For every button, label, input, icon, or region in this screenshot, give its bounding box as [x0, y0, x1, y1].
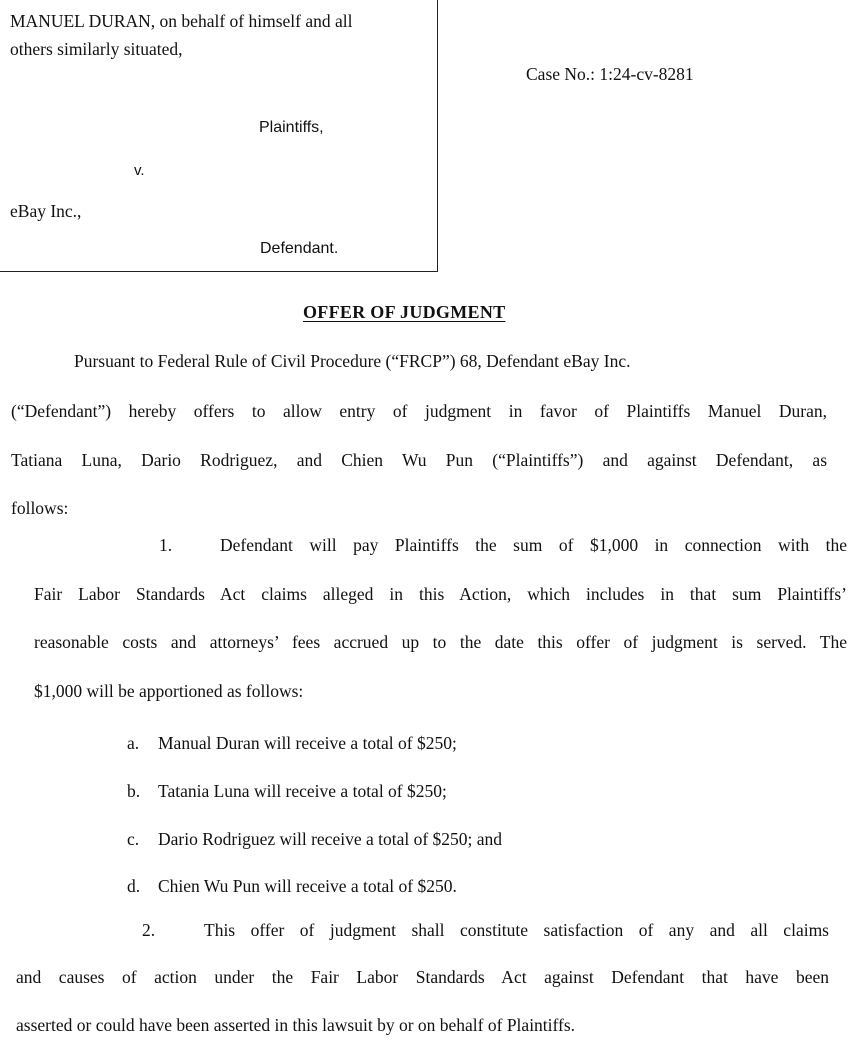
plaintiff-line-2: others similarly situated,	[10, 39, 183, 59]
apportion-item-d: Chien Wu Pun will receive a total of $250.	[158, 876, 457, 896]
para1-number: 1.	[159, 535, 173, 555]
intro-line-2: (“Defendant”) hereby offers to allow entry of judgment in favor of Plaintiffs Manuel Duran,	[11, 401, 827, 421]
intro-line-1	[74, 353, 827, 371]
apportion-letter-c: c.	[127, 829, 140, 849]
para2-line-2: and causes of action under the Fair Labor Standards Act against Defendant that have been	[16, 967, 829, 987]
para1-line-3: reasonable costs and attorneys’ fees accrued up to the date this offer of judgment is served. The	[34, 632, 847, 652]
apportion-letter-d: d.	[127, 876, 141, 896]
plaintiffs-label: Plaintiffs,	[259, 119, 324, 136]
plaintiff-line-1: MANUEL DURAN, on behalf of himself and all	[10, 11, 353, 31]
apportion-letter-a: a.	[127, 733, 140, 753]
intro-line-3: Tatiana Luna, Dario Rodriguez, and Chien Wu Pun (“Plaintiffs”) and against Defendant, as	[11, 450, 827, 470]
intro-line-1-text: Pursuant to Federal Rule of Civil Procedure (“FRCP”) 68, Defendant eBay Inc.	[74, 351, 631, 371]
intro-line-4: follows:	[11, 498, 69, 518]
para2-number: 2.	[142, 920, 156, 940]
para1-line-2: Fair Labor Standards Act claims alleged in this Action, which includes in that sum Plaintiffs’	[34, 584, 847, 604]
versus-label: v.	[134, 162, 145, 179]
para2-line-1: This offer of judgment shall constitute satisfaction of any and all claims	[204, 920, 829, 940]
apportion-item-a: Manual Duran will receive a total of $250;	[158, 733, 457, 753]
para2-line-3: asserted or could have been asserted in this lawsuit by or on behalf of Plaintiffs.	[16, 1015, 576, 1035]
apportion-item-c: Dario Rodriguez will receive a total of $250; and	[158, 829, 503, 849]
apportion-letter-b: b.	[127, 781, 141, 801]
para1-line-4: $1,000 will be apportioned as follows:	[34, 681, 304, 701]
defendant-label: Defendant.	[260, 240, 339, 257]
document-title: OFFER OF JUDGMENT	[303, 302, 506, 322]
defendant-name: eBay Inc.,	[10, 201, 82, 221]
para1-line-1: Defendant will pay Plaintiffs the sum of $1,000 in connection with the	[220, 535, 847, 555]
case-number: Case No.: 1:24-cv-8281	[526, 64, 694, 84]
apportion-item-b: Tatania Luna will receive a total of $250;	[158, 781, 447, 801]
